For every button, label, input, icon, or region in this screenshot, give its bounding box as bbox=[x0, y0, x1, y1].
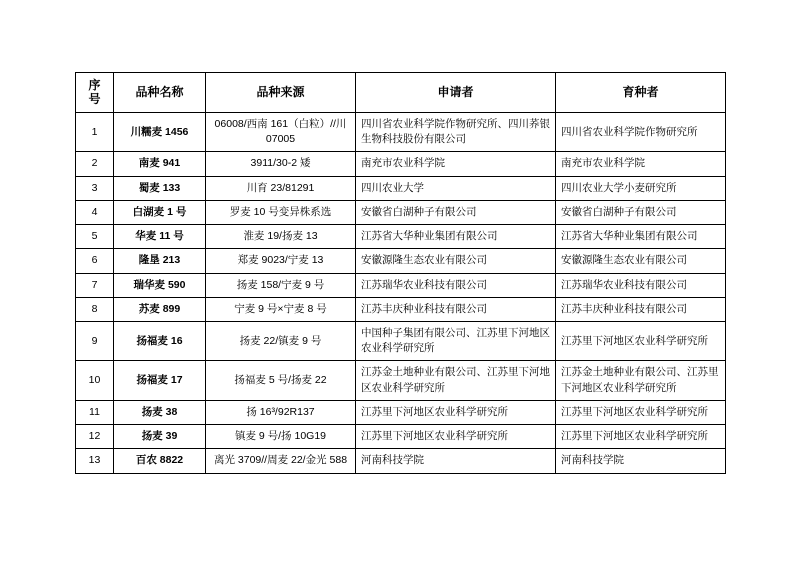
cell-name: 扬麦 39 bbox=[114, 425, 206, 449]
cell-name: 隆垦 213 bbox=[114, 249, 206, 273]
cell-breeder: 河南科技学院 bbox=[556, 449, 726, 473]
cell-name: 川糯麦 1456 bbox=[114, 113, 206, 152]
cell-breeder: 江苏里下河地区农业科学研究所 bbox=[556, 425, 726, 449]
cell-breeder: 南充市农业科学院 bbox=[556, 152, 726, 176]
cell-source: 淮麦 19/扬麦 13 bbox=[206, 225, 356, 249]
cell-breeder: 四川农业大学小麦研究所 bbox=[556, 176, 726, 200]
cell-name: 瑞华麦 590 bbox=[114, 273, 206, 297]
table-body bbox=[76, 113, 726, 474]
cell-index: 7 bbox=[76, 273, 114, 297]
table-row bbox=[76, 176, 726, 200]
cell-index: 3 bbox=[76, 176, 114, 200]
cell-name: 华麦 11 号 bbox=[114, 225, 206, 249]
cell-source: 扬福麦 5 号/扬麦 22 bbox=[206, 361, 356, 400]
column-header-index bbox=[76, 73, 114, 113]
cell-applicant: 江苏里下河地区农业科学研究所 bbox=[356, 425, 556, 449]
table-row bbox=[76, 297, 726, 321]
cell-breeder: 江苏丰庆种业科技有限公司 bbox=[556, 297, 726, 321]
cell-index: 5 bbox=[76, 225, 114, 249]
cell-index: 4 bbox=[76, 200, 114, 224]
cell-name: 苏麦 899 bbox=[114, 297, 206, 321]
cell-breeder: 江苏金土地种业有限公司、江苏里下河地区农业科学研究所 bbox=[556, 361, 726, 400]
table-row bbox=[76, 249, 726, 273]
table-row bbox=[76, 113, 726, 152]
table-row bbox=[76, 152, 726, 176]
cell-source: 罗麦 10 号变异株系选 bbox=[206, 200, 356, 224]
table-row bbox=[76, 425, 726, 449]
cell-index: 9 bbox=[76, 321, 114, 360]
cell-source: 扬 16³/92R137 bbox=[206, 400, 356, 424]
cell-name: 南麦 941 bbox=[114, 152, 206, 176]
column-header-name: 品种名称 bbox=[114, 73, 206, 113]
cell-name: 白湖麦 1 号 bbox=[114, 200, 206, 224]
cell-applicant: 江苏丰庆种业科技有限公司 bbox=[356, 297, 556, 321]
variety-table bbox=[75, 72, 726, 474]
cell-breeder: 江苏省大华种业集团有限公司 bbox=[556, 225, 726, 249]
table-header bbox=[76, 73, 726, 113]
column-header-source: 品种来源 bbox=[206, 73, 356, 113]
cell-name: 扬麦 38 bbox=[114, 400, 206, 424]
cell-applicant: 江苏省大华种业集团有限公司 bbox=[356, 225, 556, 249]
cell-index: 10 bbox=[76, 361, 114, 400]
table-header-row bbox=[76, 73, 726, 113]
cell-applicant: 安徽源隆生态农业有限公司 bbox=[356, 249, 556, 273]
cell-applicant: 安徽省白湖种子有限公司 bbox=[356, 200, 556, 224]
column-header-index-line1: 序 bbox=[88, 77, 101, 92]
cell-index: 6 bbox=[76, 249, 114, 273]
cell-breeder: 江苏里下河地区农业科学研究所 bbox=[556, 400, 726, 424]
cell-index: 13 bbox=[76, 449, 114, 473]
cell-applicant: 江苏里下河地区农业科学研究所 bbox=[356, 400, 556, 424]
cell-applicant: 四川省农业科学院作物研究所、四川荞银生物科技股份有限公司 bbox=[356, 113, 556, 152]
column-header-index-line2: 号 bbox=[88, 91, 101, 106]
cell-breeder: 安徽源隆生态农业有限公司 bbox=[556, 249, 726, 273]
cell-name: 扬福麦 17 bbox=[114, 361, 206, 400]
column-header-breeder: 育种者 bbox=[556, 73, 726, 113]
cell-breeder: 江苏里下河地区农业科学研究所 bbox=[556, 321, 726, 360]
cell-index: 11 bbox=[76, 400, 114, 424]
cell-source: 宁麦 9 号×宁麦 8 号 bbox=[206, 297, 356, 321]
table-row bbox=[76, 321, 726, 360]
cell-source: 06008/西南 161（白粒）//川 07005 bbox=[206, 113, 356, 152]
cell-applicant: 河南科技学院 bbox=[356, 449, 556, 473]
cell-name: 百农 8822 bbox=[114, 449, 206, 473]
cell-applicant: 江苏金土地种业有限公司、江苏里下河地区农业科学研究所 bbox=[356, 361, 556, 400]
cell-applicant: 南充市农业科学院 bbox=[356, 152, 556, 176]
cell-index: 1 bbox=[76, 113, 114, 152]
cell-index: 8 bbox=[76, 297, 114, 321]
table-row bbox=[76, 449, 726, 473]
cell-name: 蜀麦 133 bbox=[114, 176, 206, 200]
cell-breeder: 四川省农业科学院作物研究所 bbox=[556, 113, 726, 152]
table-row bbox=[76, 273, 726, 297]
variety-table-container bbox=[75, 72, 725, 474]
table-row bbox=[76, 200, 726, 224]
cell-name: 扬福麦 16 bbox=[114, 321, 206, 360]
cell-source: 郑麦 9023/宁麦 13 bbox=[206, 249, 356, 273]
cell-source: 扬麦 22/镇麦 9 号 bbox=[206, 321, 356, 360]
cell-source: 3911/30-2 矮 bbox=[206, 152, 356, 176]
cell-source: 川育 23/81291 bbox=[206, 176, 356, 200]
cell-index: 2 bbox=[76, 152, 114, 176]
cell-applicant: 中国种子集团有限公司、江苏里下河地区农业科学研究所 bbox=[356, 321, 556, 360]
column-header-applicant: 申请者 bbox=[356, 73, 556, 113]
table-row bbox=[76, 361, 726, 400]
cell-applicant: 四川农业大学 bbox=[356, 176, 556, 200]
cell-source: 离光 3709//周麦 22/金光 588 bbox=[206, 449, 356, 473]
cell-index: 12 bbox=[76, 425, 114, 449]
cell-breeder: 安徽省白湖种子有限公司 bbox=[556, 200, 726, 224]
cell-breeder: 江苏瑞华农业科技有限公司 bbox=[556, 273, 726, 297]
table-row bbox=[76, 400, 726, 424]
cell-source: 扬麦 158/宁麦 9 号 bbox=[206, 273, 356, 297]
cell-source: 镇麦 9 号/扬 10G19 bbox=[206, 425, 356, 449]
cell-applicant: 江苏瑞华农业科技有限公司 bbox=[356, 273, 556, 297]
table-row bbox=[76, 225, 726, 249]
